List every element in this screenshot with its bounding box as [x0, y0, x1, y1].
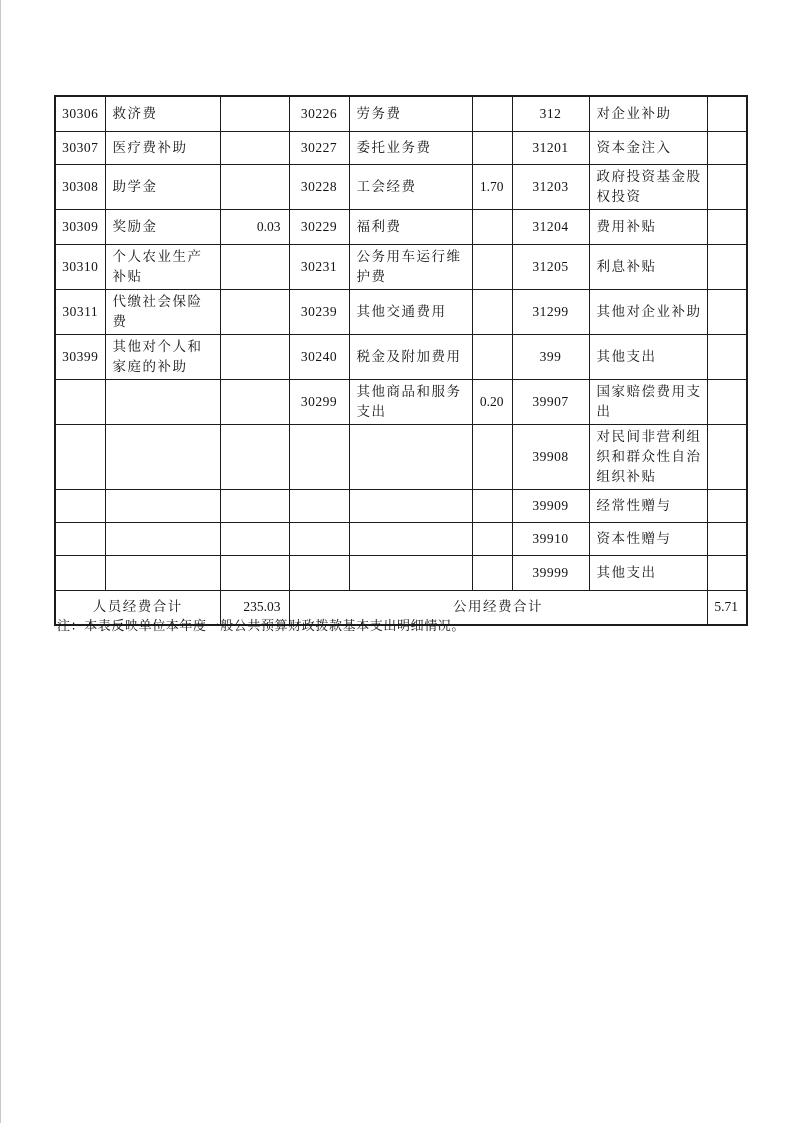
item-name-cell: [105, 522, 220, 555]
code-cell: 31203: [512, 164, 589, 209]
code-cell: 39907: [512, 379, 589, 424]
code-cell: 39908: [512, 424, 589, 489]
amount-cell: [472, 131, 512, 164]
item-name-cell: [349, 489, 472, 522]
item-name-cell: 国家赔偿费用支出: [589, 379, 707, 424]
amount-cell: [220, 522, 289, 555]
code-cell: 30231: [289, 244, 349, 289]
table-row: [55, 334, 747, 379]
item-name-cell: 税金及附加费用: [349, 334, 472, 379]
amount-cell: [220, 131, 289, 164]
amount-cell: [220, 289, 289, 334]
item-name-cell: 费用补贴: [589, 209, 707, 244]
personnel-total-label: 人员经费合计: [55, 590, 220, 625]
code-cell: [55, 489, 105, 522]
item-name-cell: 劳务费: [349, 96, 472, 131]
item-name-cell: 其他商品和服务支出: [349, 379, 472, 424]
table-body: [55, 96, 747, 590]
code-cell: 31205: [512, 244, 589, 289]
item-name-cell: 奖励金: [105, 209, 220, 244]
item-name-cell: 医疗费补助: [105, 131, 220, 164]
item-name-cell: 政府投资基金股权投资: [589, 164, 707, 209]
amount-cell: [707, 244, 747, 289]
amount-cell: [472, 289, 512, 334]
code-cell: 30308: [55, 164, 105, 209]
code-cell: 39910: [512, 522, 589, 555]
code-cell: 30311: [55, 289, 105, 334]
code-cell: 30309: [55, 209, 105, 244]
code-cell: 30229: [289, 209, 349, 244]
table-row: [55, 379, 747, 424]
code-cell: [55, 522, 105, 555]
amount-cell: [707, 379, 747, 424]
amount-cell: [707, 131, 747, 164]
item-name-cell: [105, 555, 220, 590]
item-name-cell: 其他交通费用: [349, 289, 472, 334]
amount-cell: [472, 334, 512, 379]
table-row: [55, 522, 747, 555]
code-cell: 39909: [512, 489, 589, 522]
amount-cell: [707, 209, 747, 244]
code-cell: 30239: [289, 289, 349, 334]
amount-cell: [220, 424, 289, 489]
amount-cell: [707, 555, 747, 590]
item-name-cell: 经常性赠与: [589, 489, 707, 522]
amount-cell: [220, 334, 289, 379]
item-name-cell: 福利费: [349, 209, 472, 244]
code-cell: 30299: [289, 379, 349, 424]
table-row: [55, 96, 747, 131]
table-row: [55, 131, 747, 164]
item-name-cell: [349, 424, 472, 489]
amount-cell: [220, 96, 289, 131]
amount-cell: [220, 489, 289, 522]
item-name-cell: 救济费: [105, 96, 220, 131]
item-name-cell: [349, 522, 472, 555]
amount-cell: [707, 489, 747, 522]
code-cell: 399: [512, 334, 589, 379]
code-cell: 30228: [289, 164, 349, 209]
table-row: [55, 555, 747, 590]
amount-cell: [707, 96, 747, 131]
amount-cell: [220, 244, 289, 289]
item-name-cell: 其他对企业补助: [589, 289, 707, 334]
item-name-cell: 对企业补助: [589, 96, 707, 131]
code-cell: [55, 379, 105, 424]
amount-cell: [220, 164, 289, 209]
amount-cell: 0.03: [220, 209, 289, 244]
code-cell: 30399: [55, 334, 105, 379]
amount-cell: [472, 555, 512, 590]
amount-cell: [472, 522, 512, 555]
code-cell: 31299: [512, 289, 589, 334]
code-cell: [289, 489, 349, 522]
table-row: [55, 489, 747, 522]
table-row: [55, 244, 747, 289]
public-total-value: 5.71: [707, 590, 747, 625]
personnel-total-value: 235.03: [220, 590, 289, 625]
code-cell: 30306: [55, 96, 105, 131]
code-cell: [289, 424, 349, 489]
item-name-cell: 助学金: [105, 164, 220, 209]
item-name-cell: [105, 379, 220, 424]
code-cell: [55, 424, 105, 489]
code-cell: 30310: [55, 244, 105, 289]
amount-cell: [707, 522, 747, 555]
amount-cell: [472, 424, 512, 489]
item-name-cell: 工会经费: [349, 164, 472, 209]
item-name-cell: 其他支出: [589, 334, 707, 379]
item-name-cell: 其他支出: [589, 555, 707, 590]
item-name-cell: 资本金注入: [589, 131, 707, 164]
table-row: [55, 289, 747, 334]
item-name-cell: [105, 489, 220, 522]
item-name-cell: [349, 555, 472, 590]
table-row: [55, 209, 747, 244]
item-name-cell: 其他对个人和家庭的补助: [105, 334, 220, 379]
item-name-cell: 利息补贴: [589, 244, 707, 289]
amount-cell: [707, 424, 747, 489]
item-name-cell: 个人农业生产补贴: [105, 244, 220, 289]
code-cell: [289, 555, 349, 590]
code-cell: 31201: [512, 131, 589, 164]
item-name-cell: 代缴社会保险费: [105, 289, 220, 334]
table-row: [55, 424, 747, 489]
code-cell: [289, 522, 349, 555]
code-cell: 31204: [512, 209, 589, 244]
public-total-label: 公用经费合计: [289, 590, 707, 625]
code-cell: 30240: [289, 334, 349, 379]
amount-cell: [707, 289, 747, 334]
item-name-cell: 资本性赠与: [589, 522, 707, 555]
item-name-cell: [105, 424, 220, 489]
amount-cell: [472, 489, 512, 522]
basic-expenditure-detail-table: [54, 95, 748, 626]
table-row: [55, 164, 747, 209]
code-cell: 30307: [55, 131, 105, 164]
amount-cell: 1.70: [472, 164, 512, 209]
amount-cell: [472, 96, 512, 131]
amount-cell: [472, 244, 512, 289]
amount-cell: [707, 334, 747, 379]
amount-cell: [220, 379, 289, 424]
code-cell: 312: [512, 96, 589, 131]
amount-cell: [707, 164, 747, 209]
amount-cell: [220, 555, 289, 590]
code-cell: [55, 555, 105, 590]
amount-cell: [472, 209, 512, 244]
item-name-cell: 委托业务费: [349, 131, 472, 164]
amount-cell: 0.20: [472, 379, 512, 424]
table-footnote: 注：本表反映单位本年度一般公共预算财政拨款基本支出明细情况。: [57, 618, 466, 633]
code-cell: 30226: [289, 96, 349, 131]
item-name-cell: 公务用车运行维护费: [349, 244, 472, 289]
item-name-cell: 对民间非营利组织和群众性自治组织补贴: [589, 424, 707, 489]
code-cell: 39999: [512, 555, 589, 590]
code-cell: 30227: [289, 131, 349, 164]
